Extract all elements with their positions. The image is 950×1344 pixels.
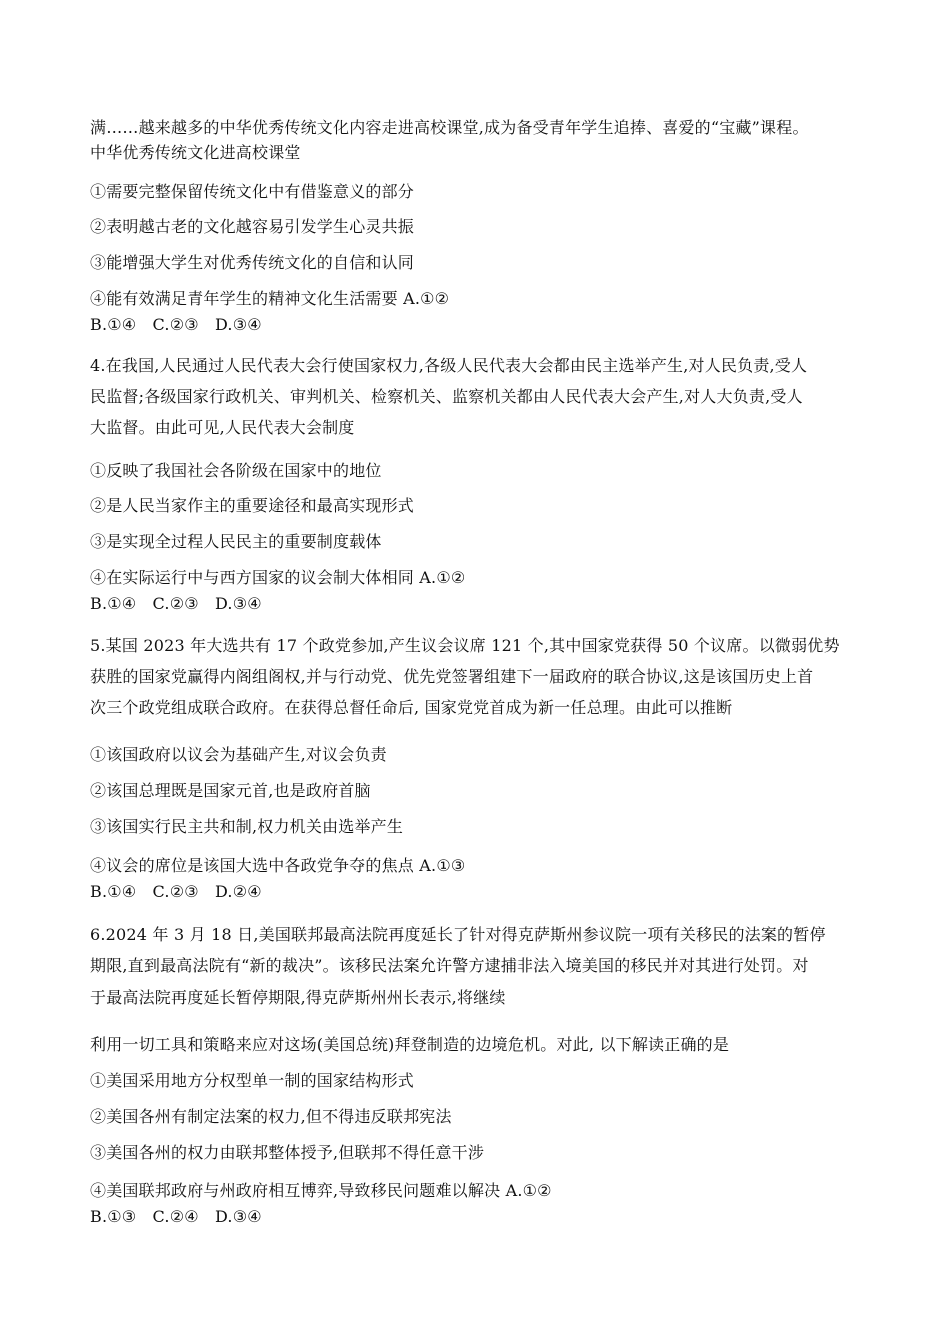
- q6-option-1: ①美国采用地方分权型单一制的国家结构形式: [90, 1071, 415, 1090]
- q3-option-3: ③能增强大学生对优秀传统文化的自信和认同: [90, 253, 415, 272]
- q4-option-2: ②是人民当家作主的重要途径和最高实现形式: [90, 496, 415, 515]
- q6-stem-line-2: 期限,直到最高法院有“新的裁决”。该移民法案允许警方逮捕非法入境美国的移民并对其进行处罚。对: [90, 956, 809, 975]
- q5-option-3: ③该国实行民主共和制,权力机关由选举产生: [90, 817, 404, 836]
- q4-option-4: ④在实际运行中与西方国家的议会制大体相同 A.①②: [90, 568, 466, 587]
- q6-option-3: ③美国各州的权力由联邦整体授予,但联邦不得任意干涉: [90, 1143, 485, 1162]
- q3-option-1: ①需要完整保留传统文化中有借鉴意义的部分: [90, 182, 415, 201]
- q3-stem-line-2: 中华优秀传统文化进高校课堂: [90, 143, 301, 162]
- q3-stem-line-1: 满……越来越多的中华优秀传统文化内容走进高校课堂,成为备受青年学生追捧、喜爱的“宝藏”课程。: [90, 118, 809, 137]
- q6-choices: B.①③ C.②④ D.③④: [90, 1207, 262, 1226]
- q5-stem-line-3: 次三个政党组成联合政府。在获得总督任命后, 国家党党首成为新一任总理。由此可以推断: [90, 698, 733, 717]
- q4-stem-line-2: 民监督;各级国家行政机关、审判机关、检察机关、监察机关都由人民代表大会产生,对人大负责,受人: [90, 387, 803, 406]
- q3-option-2: ②表明越古老的文化越容易引发学生心灵共振: [90, 217, 415, 236]
- q4-stem-line-1: 4.在我国,人民通过人民代表大会行使国家权力,各级人民代表大会都由民主选举产生,对人民负责,受人: [90, 356, 808, 375]
- q6-stem-line-3: 于最高法院再度延长暂停期限,得克萨斯州州长表示,将继续: [90, 988, 506, 1007]
- q5-stem-line-1: 5.某国 2023 年大选共有 17 个政党参加,产生议会议席 121 个,其中国家党获得 50 个议席。以微弱优势: [90, 636, 840, 655]
- q6-option-2: ②美国各州有制定法案的权力,但不得违反联邦宪法: [90, 1107, 452, 1126]
- q5-option-1: ①该国政府以议会为基础产生,对议会负责: [90, 745, 387, 764]
- q3-option-4: ④能有效满足青年学生的精神文化生活需要 A.①②: [90, 289, 450, 308]
- q6-stem-line-4: 利用一切工具和策略来应对这场(美国总统)拜登制造的边境危机。对此, 以下解读正确的是: [90, 1035, 730, 1054]
- q5-stem-line-2: 获胜的国家党赢得内阁组阁权,并与行动党、优先党签署组建下一届政府的联合协议,这是该国历史上首: [90, 667, 814, 686]
- q6-stem-line-1: 6.2024 年 3 月 18 日,美国联邦最高法院再度延长了针对得克萨斯州参议院一项有关移民的法案的暂停: [90, 925, 826, 944]
- q4-stem-line-3: 大监督。由此可见,人民代表大会制度: [90, 418, 355, 437]
- q4-option-1: ①反映了我国社会各阶级在国家中的地位: [90, 461, 382, 480]
- q4-option-3: ③是实现全过程人民民主的重要制度载体: [90, 532, 382, 551]
- q6-option-4: ④美国联邦政府与州政府相互博弈,导致移民问题难以解决 A.①②: [90, 1181, 552, 1200]
- q5-option-2: ②该国总理既是国家元首,也是政府首脑: [90, 781, 371, 800]
- q4-choices: B.①④ C.②③ D.③④: [90, 594, 262, 613]
- q5-choices: B.①④ C.②③ D.②④: [90, 882, 262, 901]
- q5-option-4: ④议会的席位是该国大选中各政党争夺的焦点 A.①③: [90, 856, 466, 875]
- q3-choices: B.①④ C.②③ D.③④: [90, 315, 262, 334]
